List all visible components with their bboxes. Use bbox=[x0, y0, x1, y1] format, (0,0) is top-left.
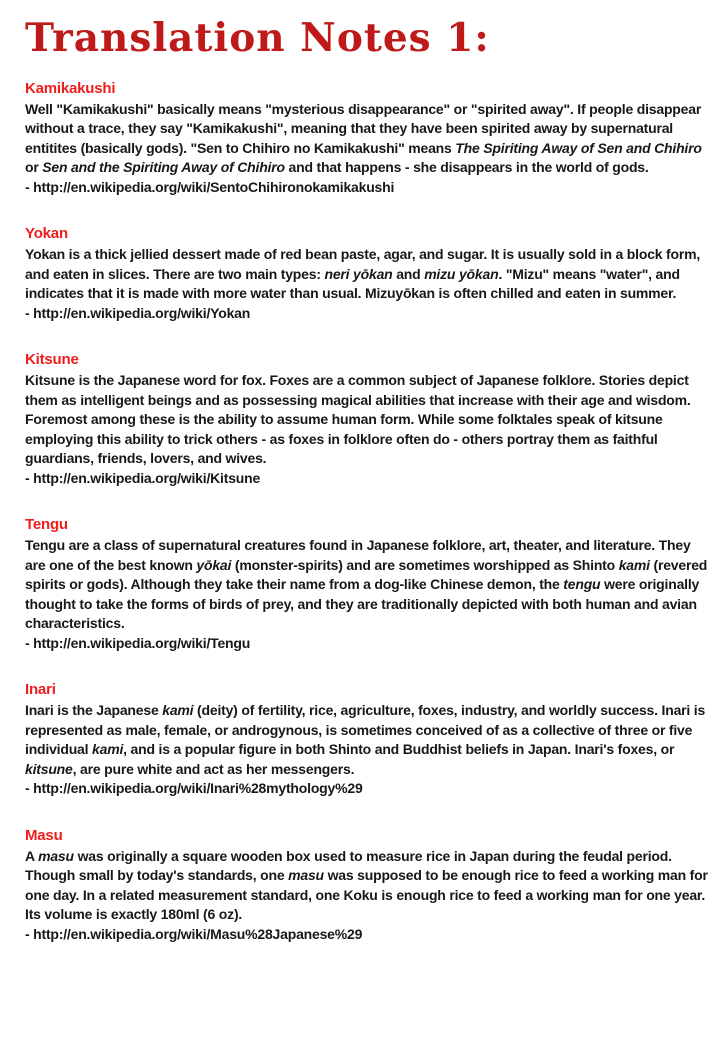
body-text-segment: kitsune bbox=[25, 760, 73, 777]
note-section bbox=[25, 80, 710, 198]
section-heading: Yokan bbox=[25, 225, 68, 243]
body-text-segment: , and is a popular figure in both Shinto and Buddhist beliefs in Japan. Inari's foxes, or bbox=[123, 741, 675, 758]
body-text-segment: , are pure white and act as her messengers. bbox=[72, 760, 355, 777]
body-text-segment: (revered spirits or gods). Although they take their name from a dog-like Chinese demon, the bbox=[25, 556, 708, 593]
section-heading: Masu bbox=[25, 826, 63, 844]
body-text-segment: Tengu are a class of supernatural creatures found in Japanese folklore, art, theater, and literature. They are one of the best known bbox=[25, 537, 691, 573]
note-section bbox=[25, 681, 710, 799]
body-text-segment: The Spiriting Away of Sen and Chihiro bbox=[455, 139, 702, 156]
page-title: Translation Notes 1: bbox=[25, 15, 490, 61]
wikipedia-link: - http://en.wikipedia.org/wiki/Yokan bbox=[25, 304, 251, 321]
note-section bbox=[25, 225, 710, 323]
body-text-segment: (deity) of fertility, rice, agriculture, foxes, industry, and worldly success. Inari is represented as male, female, or androgynous, is sometimes conceived of as a collective of three or five individual bbox=[25, 702, 706, 758]
wikipedia-link: - http://en.wikipedia.org/wiki/Kitsune bbox=[25, 469, 261, 486]
body-text-segment: Yokan is a thick jellied dessert made of red bean paste, agar, and sugar. It is usually sold in a block form, and eaten in slices. There are two main types: bbox=[25, 246, 701, 282]
body-text-segment: and that happens - she disappears in the world of gods. bbox=[284, 159, 649, 176]
body-text-segment: Well "Kamikakushi" basically means "mysterious disappearance" or "spirited away". If people disappear without a trace, they say "Kamikakushi", meaning that they have been spirited away by supernatural entitites (basically gods). "Sen to Chihiro no Kamikakushi" means bbox=[25, 100, 702, 156]
body-text-segment: or bbox=[25, 159, 43, 176]
body-text-segment: mizu yōkan bbox=[424, 265, 499, 282]
note-section bbox=[25, 351, 710, 488]
wikipedia-link: - http://en.wikipedia.org/wiki/Masu%28Japanese%29 bbox=[25, 925, 363, 942]
section-body bbox=[25, 847, 710, 925]
body-text-segment: were originally thought to take the forms of birds of prey, and they are traditionally depicted with both human and avian characteristics. bbox=[25, 576, 700, 632]
body-text-segment: Sen and the Spiriting Away of Chihiro bbox=[42, 159, 285, 176]
note-section bbox=[25, 516, 710, 653]
body-text-segment: was supposed to be enough rice to feed a working man for one day. In a related measurement standard, one Koku is enough rice to feed a working man for one year. Its volume is exactly 180ml (6 oz). bbox=[25, 867, 708, 923]
section-body bbox=[25, 701, 710, 779]
wikipedia-link: - http://en.wikipedia.org/wiki/Tengu bbox=[25, 634, 251, 651]
section-body bbox=[25, 536, 710, 634]
body-text-segment: A bbox=[25, 847, 39, 864]
wikipedia-link: - http://en.wikipedia.org/wiki/SentoChihironokamikakushi bbox=[25, 178, 395, 195]
notes-list bbox=[25, 80, 710, 945]
section-heading: Kitsune bbox=[25, 351, 79, 369]
section-body bbox=[25, 100, 710, 178]
section-heading: Tengu bbox=[25, 516, 68, 534]
body-text-segment: . "Mizu" means "water", and indicates that it is made with more water than usual. Mizuyōkan is often chilled and eaten in summer. bbox=[25, 265, 680, 302]
section-body bbox=[25, 371, 710, 469]
body-text-segment: kami bbox=[162, 702, 194, 719]
body-text-segment: masu bbox=[288, 867, 324, 884]
body-text-segment: kami bbox=[92, 741, 124, 758]
note-section bbox=[25, 827, 710, 945]
body-text-segment: neri yōkan bbox=[324, 265, 393, 282]
body-text-segment: and bbox=[392, 265, 425, 282]
section-heading: Kamikakushi bbox=[25, 79, 116, 97]
body-text-segment: masu bbox=[38, 847, 74, 864]
body-text-segment: Kitsune is the Japanese word for fox. Foxes are a common subject of Japanese folklore. Stories depict them as intelligent beings and as possessing magical abilities that increase with their age and wisdom. Foremost among these is the ability to assume human form. While some folktales speak of kitsune employing this ability to trick others - as foxes in folklore often do - others portray them as faithful guardians, friends, lovers, and wives. bbox=[25, 372, 691, 467]
body-text-segment: kami bbox=[618, 556, 650, 573]
body-text-segment: (monster-spirits) and are sometimes worshipped as Shinto bbox=[231, 556, 619, 573]
section-heading: Inari bbox=[25, 681, 56, 699]
body-text-segment: tengu bbox=[563, 576, 601, 593]
body-text-segment: Inari is the Japanese bbox=[25, 702, 163, 719]
wikipedia-link: - http://en.wikipedia.org/wiki/Inari%28mythology%29 bbox=[25, 780, 363, 797]
body-text-segment: yōkai bbox=[196, 556, 232, 573]
body-text-segment: was originally a square wooden box used to measure rice in Japan during the feudal period. Though small by today's standards, one bbox=[25, 847, 672, 884]
section-body bbox=[25, 245, 710, 304]
